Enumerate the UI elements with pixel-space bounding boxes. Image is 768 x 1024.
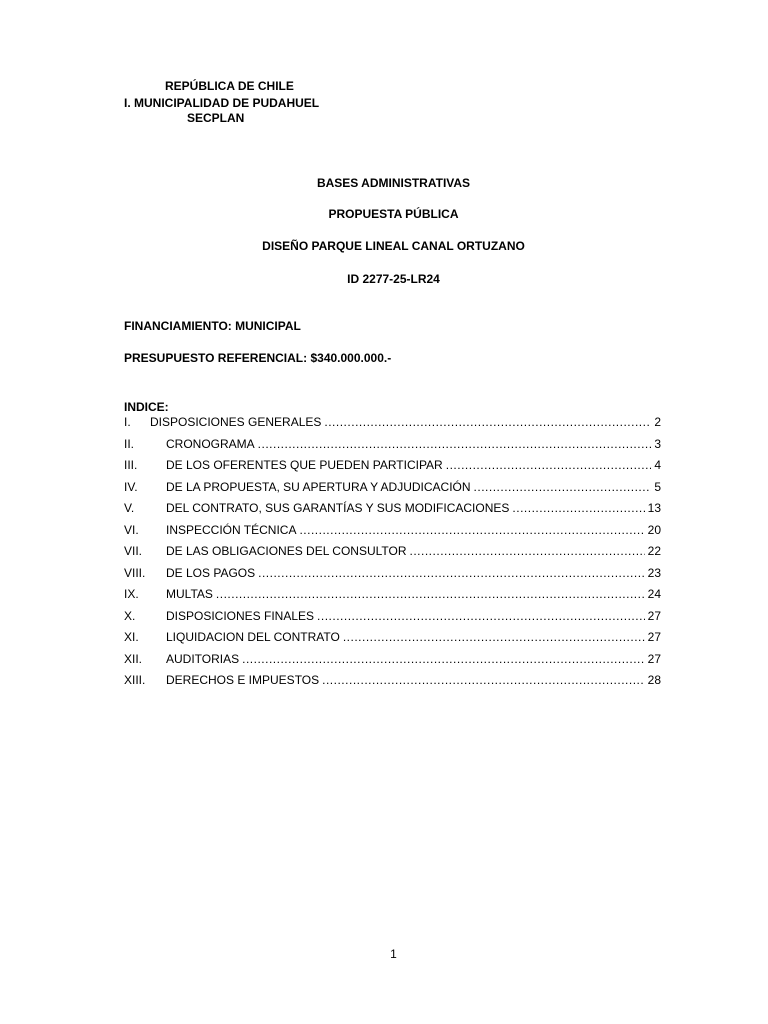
toc-entry[interactable] (124, 501, 661, 517)
toc-entry-page: 23 (647, 566, 661, 580)
toc-leader-dots (242, 652, 645, 666)
toc-entry[interactable] (124, 523, 661, 539)
toc-leader-dots (317, 609, 645, 623)
toc-entry[interactable] (124, 652, 661, 668)
page-number: 1 (390, 947, 397, 961)
toc-entry-number: VI. (124, 523, 139, 537)
toc-entry-page: 13 (647, 501, 661, 515)
toc-leader-dots (410, 544, 645, 558)
toc-entry[interactable] (124, 609, 661, 625)
toc-leader-dots (258, 437, 652, 451)
toc-entry-number: V. (124, 501, 135, 515)
tender-id: ID 2277-25-LR24 (347, 272, 440, 286)
toc-entry-title: DERECHOS E IMPUESTOS (166, 673, 320, 687)
toc-entry[interactable] (124, 415, 661, 431)
toc-entry-page: 4 (654, 458, 661, 472)
toc-entry-page: 28 (647, 673, 661, 687)
toc-entry-number: X. (124, 609, 136, 623)
toc-entry[interactable] (124, 437, 661, 453)
toc-entry[interactable] (124, 587, 661, 603)
toc-leader-dots (322, 673, 645, 687)
toc-entry-number: VIII. (124, 566, 146, 580)
toc-entry-title: AUDITORIAS (166, 652, 240, 666)
toc-entry[interactable] (124, 673, 661, 689)
toc-entry-page: 22 (647, 544, 661, 558)
toc-entry-number: XI. (124, 630, 139, 644)
toc-entry-title: INSPECCIÓN TÉCNICA (166, 523, 297, 537)
toc-entry-number: XIII. (124, 673, 146, 687)
toc-leader-dots (324, 415, 651, 429)
toc-entry-number: XII. (124, 652, 143, 666)
toc-entry-page: 2 (654, 415, 661, 429)
toc-entry-number: IX. (124, 587, 139, 601)
header-department: SECPLAN (187, 111, 245, 125)
toc-leader-dots (343, 630, 645, 644)
funding-line: FINANCIAMIENTO: MUNICIPAL (124, 319, 301, 333)
toc-leader-dots (216, 587, 645, 601)
header-municipality: I. MUNICIPALIDAD DE PUDAHUEL (124, 96, 320, 110)
budget-line: PRESUPUESTO REFERENCIAL: $340.000.000.- (124, 351, 392, 365)
toc-leader-dots (474, 480, 652, 494)
toc-entry-title: MULTAS (166, 587, 213, 601)
toc-entry-page: 24 (647, 587, 661, 601)
toc-leader-dots (512, 501, 644, 515)
toc-entry-number: III. (124, 458, 138, 472)
toc-leader-dots (299, 523, 644, 537)
toc-entry-number: I. (124, 415, 131, 429)
toc-entry-title: DE LOS PAGOS (166, 566, 256, 580)
header-country: REPÚBLICA DE CHILE (165, 79, 294, 93)
toc-entry-title: DISPOSICIONES FINALES (166, 609, 315, 623)
toc-entry-page: 5 (654, 480, 661, 494)
doc-title: BASES ADMINISTRATIVAS (316, 176, 471, 190)
toc-leader-dots (446, 458, 652, 472)
project-name: DISEÑO PARQUE LINEAL CANAL ORTUZANO (262, 239, 525, 253)
toc-entry-page: 3 (654, 437, 661, 451)
toc-entry[interactable] (124, 544, 661, 560)
toc-entry-number: IV. (124, 480, 138, 494)
toc-entry[interactable] (124, 480, 661, 496)
doc-subtitle: PROPUESTA PÚBLICA (328, 207, 459, 221)
toc-entry[interactable] (124, 458, 661, 474)
toc-entry-title: DISPOSICIONES GENERALES (150, 415, 322, 429)
toc-entry-page: 27 (647, 609, 661, 623)
toc-entry-page: 20 (647, 523, 661, 537)
index-heading: INDICE: (124, 400, 169, 414)
toc-entry-page: 27 (647, 630, 661, 644)
toc-leader-dots (258, 566, 645, 580)
toc-entry[interactable] (124, 566, 661, 582)
toc-entry-number: II. (124, 437, 135, 451)
toc-entry[interactable] (124, 630, 661, 646)
toc-entry-number: VII. (124, 544, 143, 558)
toc-entry-title: DEL CONTRATO, SUS GARANTÍAS Y SUS MODIFICACIONES (166, 501, 510, 515)
toc-entry-title: DE LA PROPUESTA, SU APERTURA Y ADJUDICACIÓN (166, 480, 471, 494)
toc-entry-title: DE LOS OFERENTES QUE PUEDEN PARTICIPAR (166, 458, 443, 472)
toc-entry-page: 27 (647, 652, 661, 666)
toc-entry-title: CRONOGRAMA (166, 437, 255, 451)
toc-entry-title: DE LAS OBLIGACIONES DEL CONSULTOR (166, 544, 407, 558)
toc-entry-title: LIQUIDACION DEL CONTRATO (166, 630, 340, 644)
